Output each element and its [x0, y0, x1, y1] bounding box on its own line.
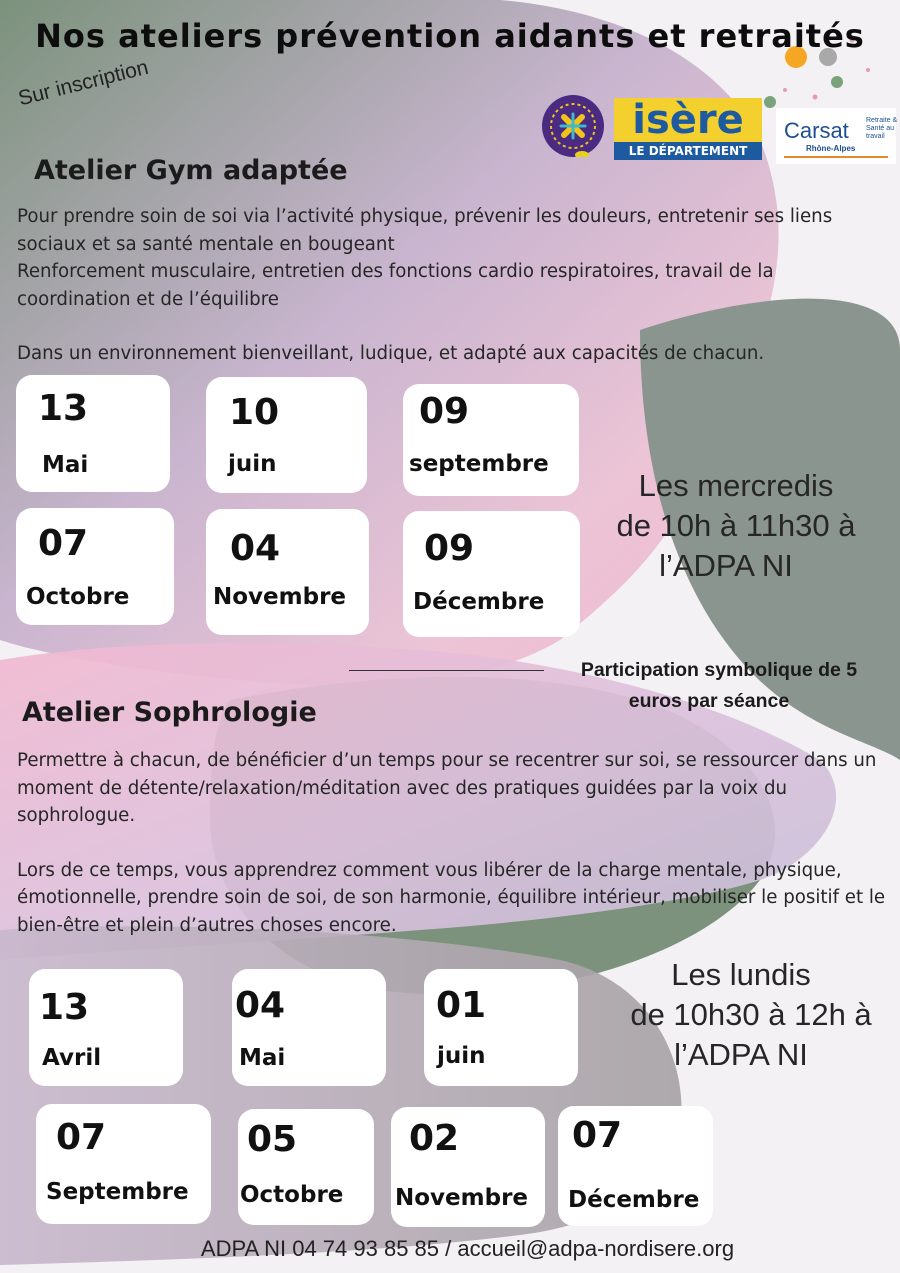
- date-month: Décembre: [413, 589, 545, 615]
- date-day: 05: [247, 1119, 298, 1160]
- date-day: 10: [229, 392, 280, 433]
- commission-logo: [542, 95, 604, 157]
- sophro-date-card: [558, 1106, 713, 1226]
- isere-logo-subtitle: LE DÉPARTEMENT: [628, 144, 748, 158]
- date-month: Mai: [239, 1045, 286, 1071]
- sophro-date-card: [29, 969, 183, 1086]
- gym-date-card: [16, 508, 174, 625]
- carsat-logo-subtitle: Retraite & Santé au travail: [866, 117, 898, 140]
- pink-dot-4: [866, 68, 870, 72]
- gym-schedule-line: de 10h à 11h30 à: [616, 508, 856, 543]
- gym-schedule-line: Les mercredis: [638, 468, 834, 503]
- gym-description-line: Pour prendre soin de soi via l’activité physique, prévenir les douleurs, entretenir ses liens sociaux et sa santé mentale en bougeant: [17, 206, 833, 255]
- carsat-logo-word: Carsat: [784, 118, 849, 143]
- gym-date-card: [206, 377, 367, 493]
- date-day: 02: [409, 1118, 460, 1159]
- sophro-description-line: Lors de ce temps, vous apprendrez comment vous libérer de la charge mentale, physique, émotionnelle, prendre soin de soi, de son harmonie, équilibre intérieur, mobiliser le positif et le bien-être et plein d’autres choses encore.: [17, 859, 886, 936]
- date-day: 01: [436, 985, 487, 1026]
- date-month: juin: [228, 451, 277, 477]
- date-month: Décembre: [568, 1187, 700, 1213]
- date-day: 07: [38, 523, 89, 564]
- date-day: 04: [230, 528, 281, 569]
- gym-heading: Atelier Gym adaptée: [34, 155, 348, 186]
- gym-schedule: [596, 466, 876, 586]
- date-day: 13: [38, 388, 89, 429]
- divider-line: [349, 670, 544, 671]
- participation-line: Participation symbolique de 5: [580, 659, 858, 681]
- gym-date-card: [403, 511, 580, 637]
- date-month: Octobre: [240, 1182, 344, 1208]
- registration-note: Sur inscription: [16, 55, 151, 111]
- green-dot: [831, 76, 843, 88]
- date-day: 07: [572, 1115, 623, 1156]
- carsat-logo: [776, 108, 896, 164]
- sophro-schedule: [606, 955, 896, 1075]
- poster-title: Nos ateliers prévention aidants et retraités: [35, 17, 865, 55]
- sophro-description-line: Permettre à chacun, de bénéficier d’un temps pour se recentrer sur soi, se ressourcer dans un moment de détente/relaxation/méditation avec des pratiques guidées par la voix du sophrologue.: [17, 750, 877, 826]
- date-month: Septembre: [46, 1179, 189, 1205]
- gym-description-line: Dans un environnement bienveillant, ludique, et adapté aux capacités de chacun.: [17, 343, 765, 364]
- pink-dot-2: [813, 95, 818, 100]
- isere-logo-word: isère: [614, 98, 762, 142]
- footer-contact: ADPA NI 04 74 93 85 85 / accueil@adpa-nordisere.org: [200, 1236, 735, 1261]
- date-day: 04: [235, 985, 286, 1026]
- participation-note: [552, 655, 886, 717]
- date-month: Octobre: [26, 584, 130, 610]
- sophro-date-card: [36, 1104, 211, 1224]
- sophro-description: [17, 747, 887, 939]
- gym-date-card: [403, 384, 579, 496]
- gym-description-line: Renforcement musculaire, entretien des fonctions cardio respiratoires, travail de la coordination et de l’équilibre: [17, 261, 774, 310]
- date-day: 13: [39, 987, 90, 1028]
- date-month: septembre: [409, 451, 549, 477]
- gym-schedule-line: l’ADPA NI: [659, 548, 793, 583]
- green-small-dot: [764, 96, 776, 108]
- gym-date-card: [16, 375, 170, 492]
- date-day: 07: [56, 1117, 107, 1158]
- date-month: Mai: [42, 452, 89, 478]
- sophro-date-card: [424, 969, 578, 1086]
- sophro-heading: Atelier Sophrologie: [22, 697, 317, 728]
- date-month: Novembre: [395, 1185, 529, 1211]
- gym-date-card: [206, 509, 369, 635]
- gym-description: [17, 203, 887, 368]
- date-month: Avril: [42, 1045, 102, 1071]
- sophro-schedule-line: de 10h30 à 12h à: [630, 997, 872, 1032]
- date-day: 09: [424, 528, 475, 569]
- date-month: juin: [437, 1043, 486, 1069]
- commission-emblem-icon: [542, 95, 604, 157]
- date-month: Novembre: [213, 584, 347, 610]
- sophro-date-card: [238, 1109, 374, 1225]
- sophro-date-card: [391, 1107, 545, 1227]
- participation-line: euros par séance: [628, 690, 790, 712]
- sophro-date-card: [232, 969, 386, 1086]
- pink-dot-3: [783, 88, 787, 92]
- carsat-logo-region: Rhône-Alpes: [806, 144, 856, 153]
- sophro-schedule-line: l’ADPA NI: [674, 1037, 808, 1072]
- sophro-schedule-line: Les lundis: [671, 957, 811, 992]
- carsat-logo-bar: [784, 156, 888, 158]
- isere-logo: [614, 98, 762, 160]
- date-day: 09: [419, 391, 470, 432]
